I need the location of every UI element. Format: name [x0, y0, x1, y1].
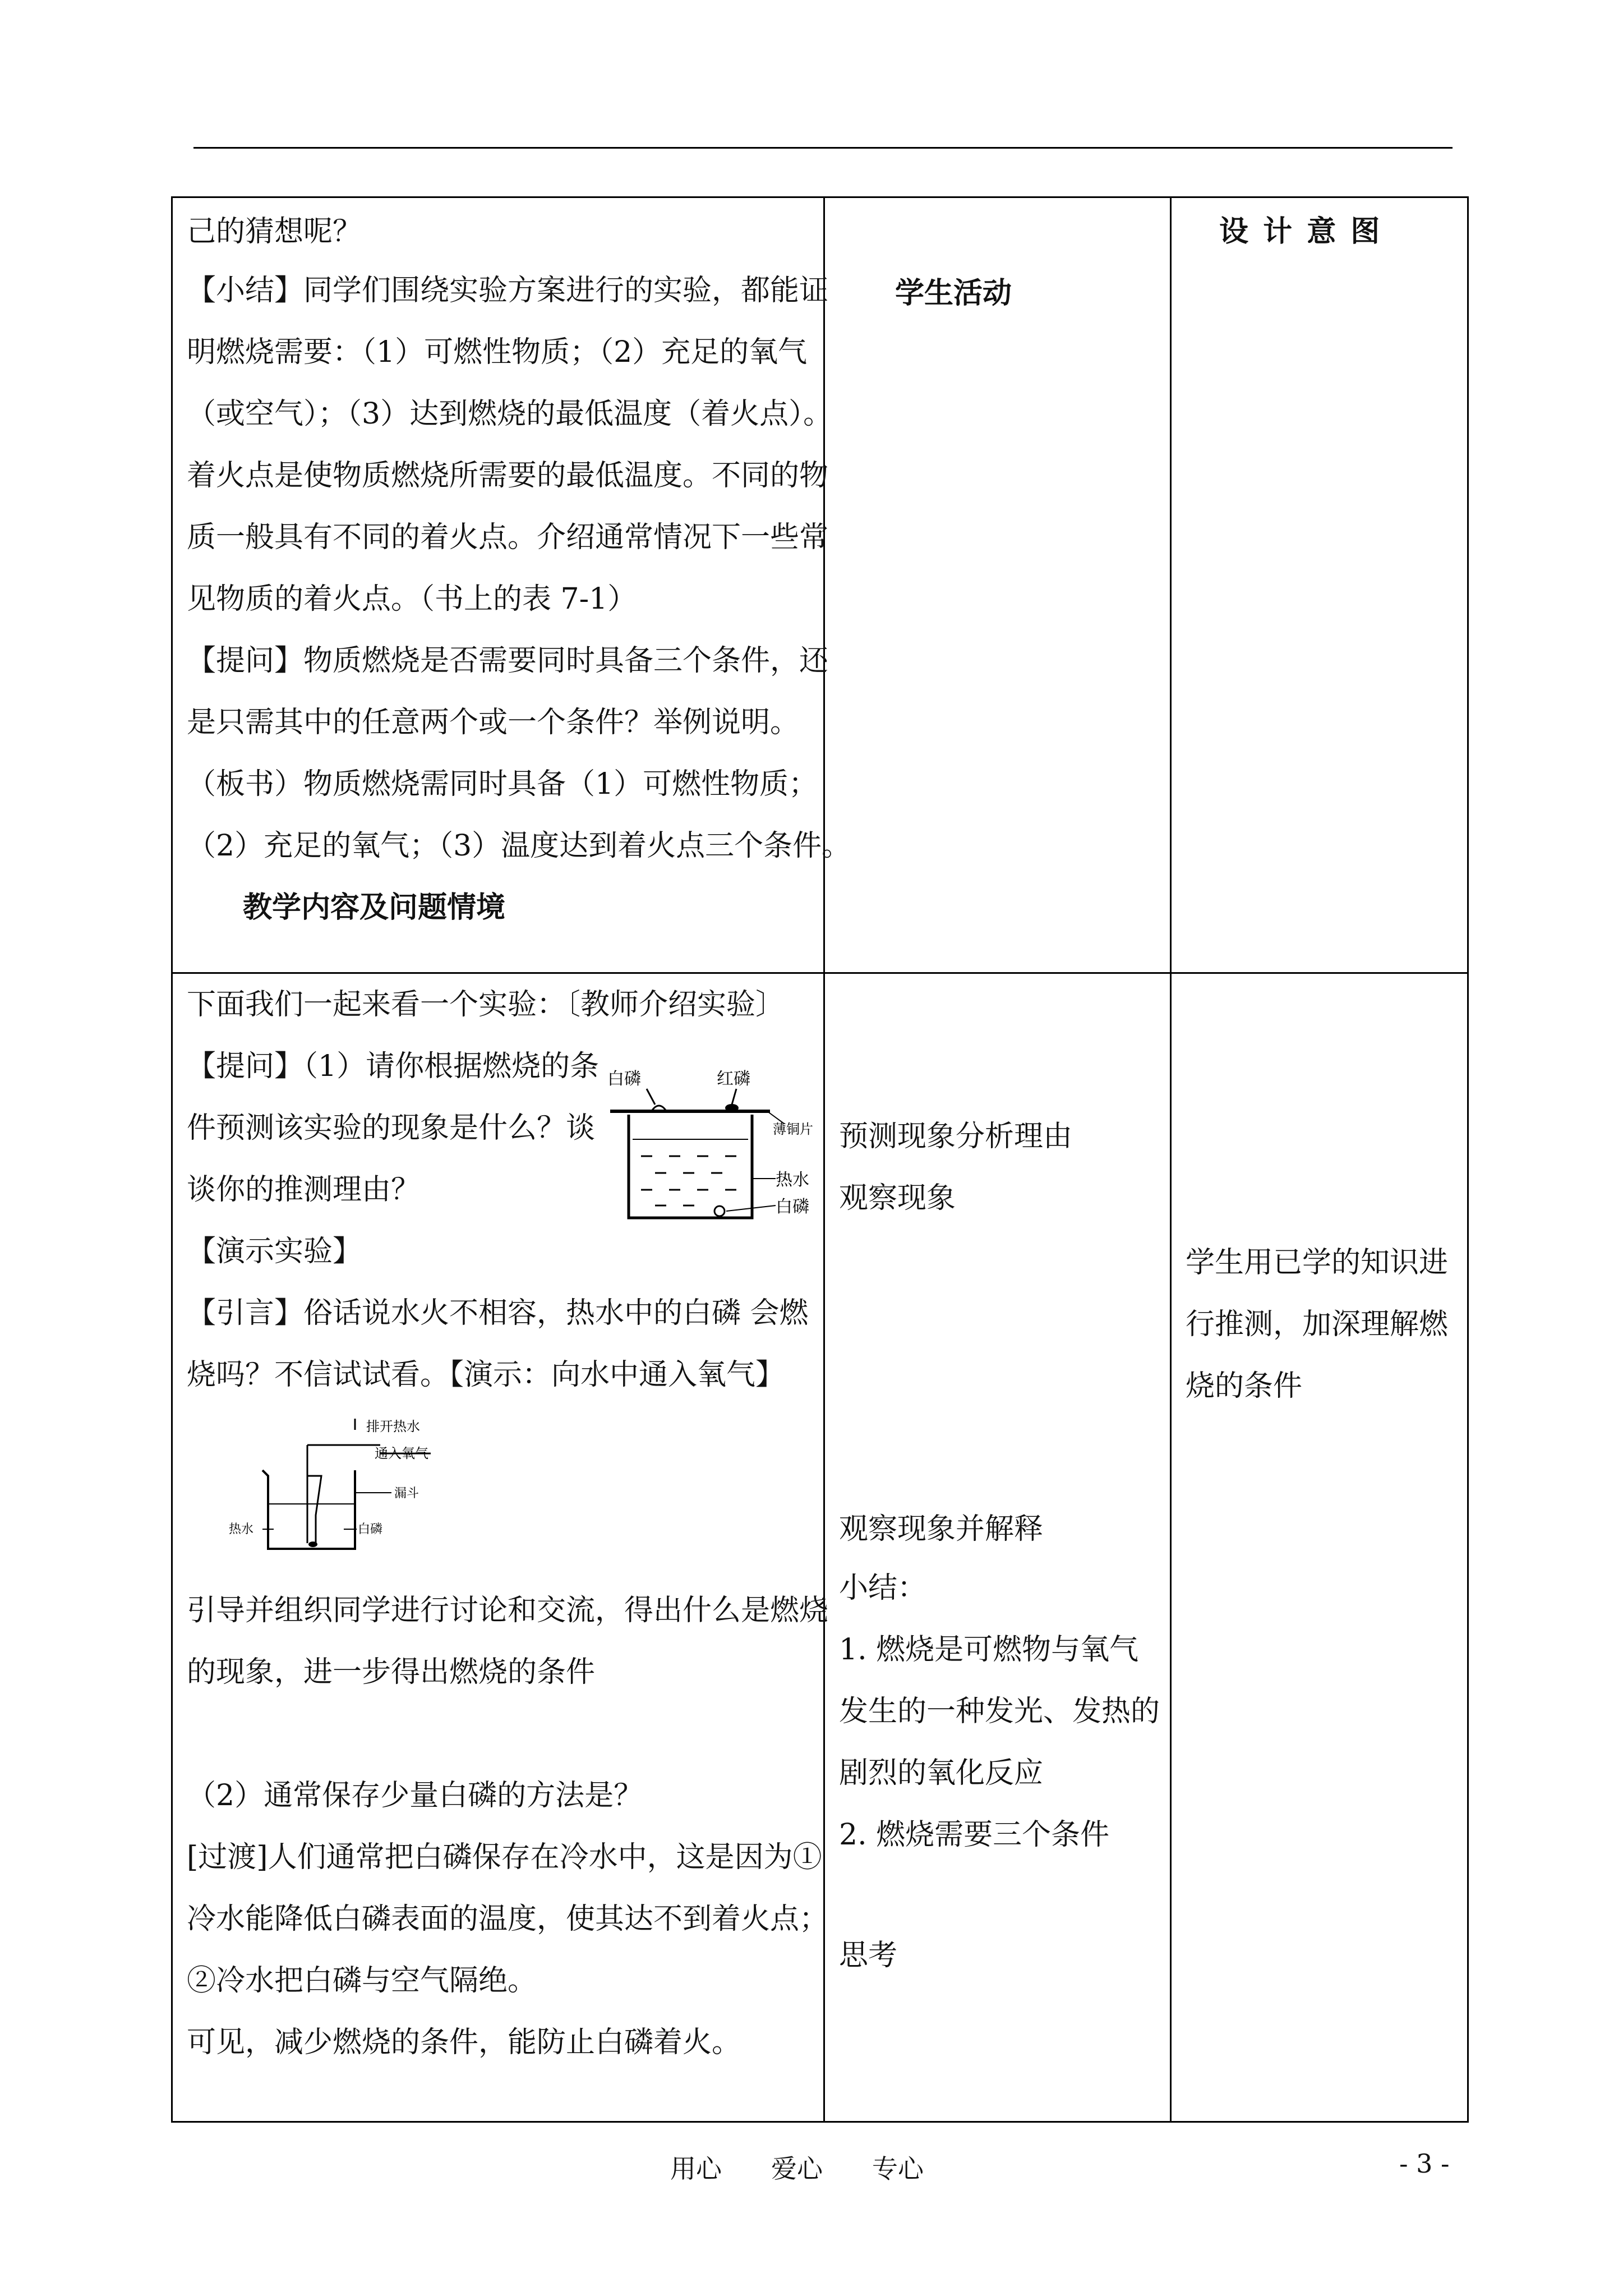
text-line: 下面我们一起来看一个实验：〔教师介绍实验〕	[187, 988, 785, 1022]
text-line: 谈你的推测理由？	[187, 1173, 421, 1207]
text-line: 观察现象	[839, 1181, 956, 1215]
figure-label-white-phosphorus-bottom: 白磷	[776, 1197, 809, 1217]
intent-cell	[1171, 973, 1468, 2122]
text-line: 烧吗？不信试试看。【演示：向水中通入氧气】	[187, 1358, 785, 1392]
figure-label-hot-water: 热水	[776, 1170, 809, 1190]
figure-label-oxygen-inlet: 通入氧气	[375, 1446, 428, 1461]
text-line: 【提问】（1）请你根据燃烧的条	[187, 1050, 600, 1083]
text-line: 明燃烧需要：（1）可燃性物质；（2）充足的氧气	[187, 335, 808, 369]
intent-cell	[1171, 197, 1468, 973]
figure-label-white-phosphorus: 白磷	[607, 1069, 641, 1089]
text-line: 己的猜想呢？	[187, 215, 362, 249]
text-line: 可见，减少燃烧的条件，能防止白磷着火。	[187, 2026, 741, 2059]
text-line: 1. 燃烧是可燃物与氧气	[839, 1633, 1139, 1667]
text-line: （2）充足的氧气；（3）温度达到着火点三个条件。	[187, 829, 851, 863]
text-line: 是只需其中的任意两个或一个条件？举例说明。	[187, 706, 800, 739]
lesson-table	[171, 196, 1469, 2123]
text-line: 观察现象并解释	[839, 1512, 1044, 1546]
text-line: 冷水能降低白磷表面的温度，使其达不到着火点；	[187, 1902, 829, 1936]
figure-label-copper-sheet: 薄铜片	[773, 1121, 813, 1137]
text-line: 引导并组织同学进行讨论和交流，得出什么是燃烧	[187, 1594, 829, 1627]
figure-label-white-phosphorus: 白磷	[358, 1522, 383, 1536]
text-line: 预测现象分析理由	[839, 1120, 1073, 1153]
table-row	[172, 973, 1468, 2122]
column-heading: 教学内容及问题情境	[243, 890, 506, 924]
text-line: 发生的一种发光、发热的	[839, 1695, 1160, 1728]
oxygen-inlet-figure	[229, 1414, 543, 1560]
table-row	[172, 197, 1468, 973]
text-line: ②冷水把白磷与空气隔绝。	[187, 1964, 537, 1998]
text-line: 件预测该实验的现象是什么？谈	[187, 1111, 596, 1145]
text-line: 思考	[839, 1939, 898, 1972]
footer-motto: 爱心	[771, 2154, 823, 2184]
text-line: 质一般具有不同的着火点。介绍通常情况下一些常	[187, 521, 829, 554]
page-number: - 3 -	[1399, 2148, 1450, 2179]
column-heading: 设 计 意 图	[1219, 214, 1382, 249]
content-cell	[172, 197, 851, 973]
figure-label-funnel: 漏斗	[394, 1487, 419, 1501]
footer-motto: 专心	[872, 2154, 924, 2184]
figure-label-hot-water: 热水	[229, 1522, 254, 1536]
text-line: 【提问】物质燃烧是否需要同时具备三个条件，还	[187, 644, 829, 678]
text-line: （板书）物质燃烧需同时具备（1）可燃性物质；	[187, 767, 818, 801]
text-line: 剧烈的氧化反应	[839, 1756, 1044, 1790]
text-line: 小结：	[839, 1571, 927, 1605]
text-line: 的现象，进一步得出燃烧的条件	[187, 1655, 596, 1689]
column-heading: 学生活动	[895, 276, 1012, 310]
content-cell	[172, 973, 829, 2122]
text-line: [过渡]人们通常把白磷保存在冷水中，这是因为①	[187, 1841, 822, 1874]
header-rule	[193, 147, 1453, 149]
phosphorus-beaker-figure	[607, 1061, 826, 1235]
figure-label-drain-water: 排开热水	[366, 1419, 420, 1434]
text-line: 见物质的着火点。（书上的表 7-1）	[187, 582, 637, 616]
text-line: 烧的条件	[1186, 1369, 1303, 1403]
text-line: 【引言】俗话说水火不相容，热水中的白磷 会燃	[187, 1296, 809, 1330]
activity-cell	[824, 973, 1171, 2122]
text-line: （2）通常保存少量白磷的方法是？	[187, 1779, 643, 1812]
text-line: 着火点是使物质燃烧所需要的最低温度。不同的物	[187, 459, 829, 493]
text-line: 【小结】同学们围绕实验方案进行的实验，都能证	[187, 274, 829, 307]
footer-motto: 用心	[670, 2154, 722, 2184]
text-line: 学生用已学的知识进	[1186, 1246, 1449, 1280]
text-line: 【演示实验】	[187, 1235, 362, 1268]
text-line: 2. 燃烧需要三个条件	[839, 1818, 1110, 1852]
activity-cell	[824, 197, 1171, 973]
figure-label-red-phosphorus: 红磷	[717, 1069, 750, 1089]
text-line: 行推测，加深理解燃	[1186, 1308, 1449, 1341]
text-line: （或空气）；（3）达到燃烧的最低温度（着火点）。	[187, 397, 833, 431]
